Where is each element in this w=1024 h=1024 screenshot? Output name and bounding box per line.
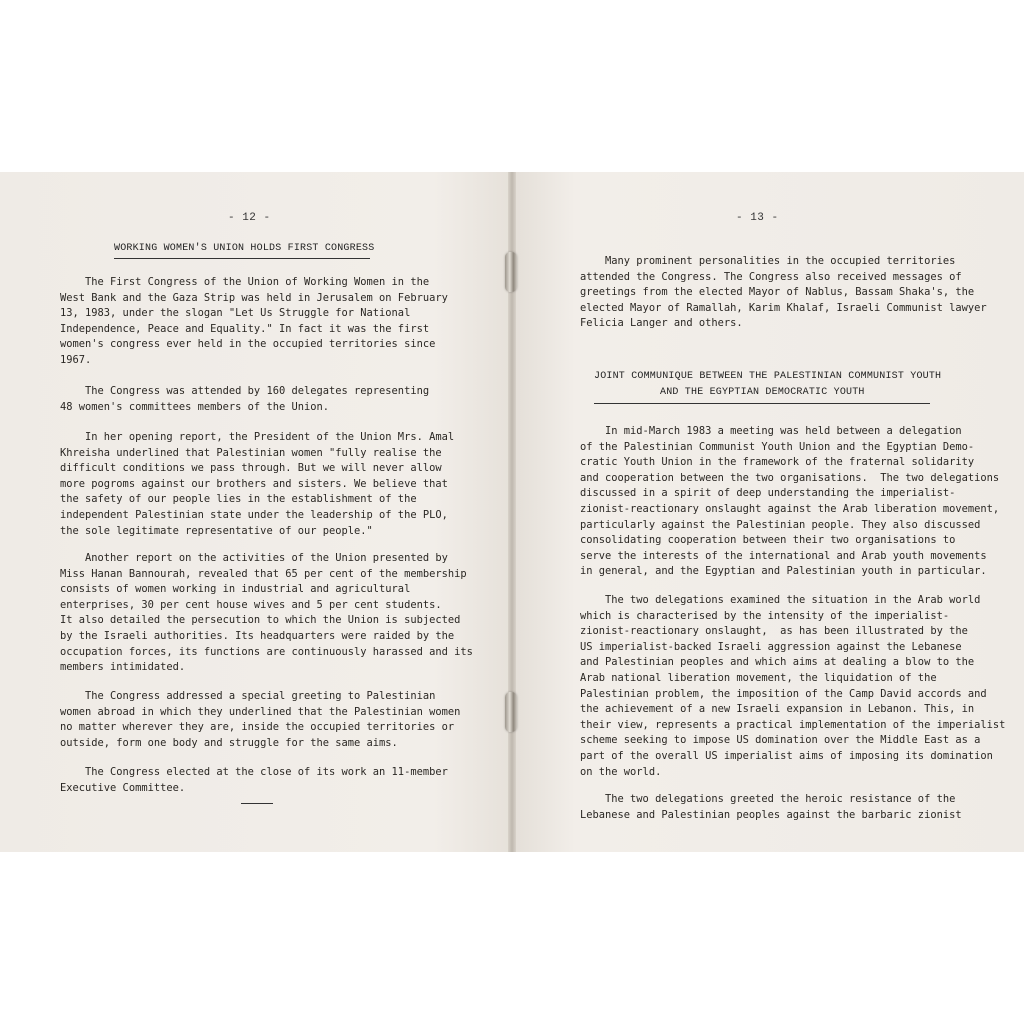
- left-page-number: - 12 -: [228, 212, 271, 224]
- right-page-heading-line2: AND THE EGYPTIAN DEMOCRATIC YOUTH: [660, 387, 865, 398]
- right-paragraph-3: The two delegations examined the situation in the Arab world which is characterised by the intensity of the imperialist- zionist-reactionary onslaught, as has been illustrated by the US imperialist-backed Israeli aggression against the Lebanese and Palestinian peoples and which aims at dealing a blow to the Arab national liberation movement, the liquidation of the Palestinian problem, the imposition of the Camp David accords and the achievement of a new Israeli expansion in Lebanon. This, in their view, represents a practical implementation of the imperialist scheme seeking to impose US domination over the Middle East as a part of the overall US imperialist aims of imposing its domination on the world.: [580, 594, 1006, 778]
- right-page-heading-line1: JOINT COMMUNIQUE BETWEEN THE PALESTINIAN COMMUNIST YOUTH: [594, 371, 942, 382]
- right-paragraph-4: The two delegations greeted the heroic resistance of the Lebanese and Palestinian peoples against the barbaric zionist: [580, 793, 962, 821]
- right-paragraph-2: In mid-March 1983 a meeting was held between a delegation of the Palestinian Communist Youth Union and the Egyptian Demo- cratic Youth Union in the framework of the fraternal solidarity and cooperation between the two organisations. The two delegations discussed in a spirit of deep understanding the imperialist- zionist-reactionary onslaught against the Arab liberation movement, particularly against the Palestinian people. They also discussed consolidating cooperation between their two organisations to serve the interests of the international and Arab youth movements in general, and the Egyptian and Palestinian youth in particular.: [580, 425, 1000, 578]
- left-paragraph-3: In her opening report, the President of the Union Mrs. Amal Khreisha underlined that Palestinian women "fully realise the difficult conditions we pass through. But we will never allow more pogroms against our brothers and sisters. We believe that the safety of our people lies in the establishment of the independent Palestinian state under the leadership of the PLO, the sole legitimate representative of our people.": [60, 431, 455, 537]
- left-paragraph-1: The First Congress of the Union of Working Women in the West Bank and the Gaza Strip was held in Jerusalem on February 13, 1983, under the slogan "Let Us Struggle for National Independence, Peace and Equality." In fact it was the first women's congress ever held in the occupied territories since 1967.: [60, 276, 448, 366]
- left-paragraph-5: The Congress addressed a special greeting to Palestinian women abroad in which they underlined that the Palestinian women no matter wherever they are, inside the occupied territories or outside, form one body and struggle for the same aims.: [60, 690, 461, 749]
- staple-top: [505, 252, 517, 292]
- right-heading-underline: [594, 403, 930, 404]
- left-heading-underline: [114, 258, 370, 259]
- left-paragraph-4: Another report on the activities of the Union presented by Miss Hanan Bannourah, revealed that 65 per cent of the membership consists of women working in industrial and agricultural enterprises, 30 per cent house wives and 5 per cent students. It also detailed the persecution to which the Union is subjected by the Israeli authorities. Its headquarters were raided by the occupation forces, its functions are continuously harassed and its members intimidated.: [60, 552, 473, 674]
- right-page-number: - 13 -: [736, 212, 779, 224]
- left-end-rule: [241, 803, 273, 804]
- left-paragraph-2: The Congress was attended by 160 delegates representing 48 women's committees members of the Union.: [60, 385, 430, 413]
- left-paragraph-6: The Congress elected at the close of its work an 11-member Executive Committee.: [60, 766, 448, 794]
- left-page-heading: WORKING WOMEN'S UNION HOLDS FIRST CONGRESS: [114, 243, 375, 254]
- right-paragraph-1: Many prominent personalities in the occupied territories attended the Congress. The Congress also received messages of greetings from the elected Mayor of Nablus, Bassam Shaka's, the elected Mayor of Ramallah, Karim Khalaf, Israeli Communist lawyer Felicia Langer and others.: [580, 255, 987, 330]
- staple-bottom: [505, 692, 517, 732]
